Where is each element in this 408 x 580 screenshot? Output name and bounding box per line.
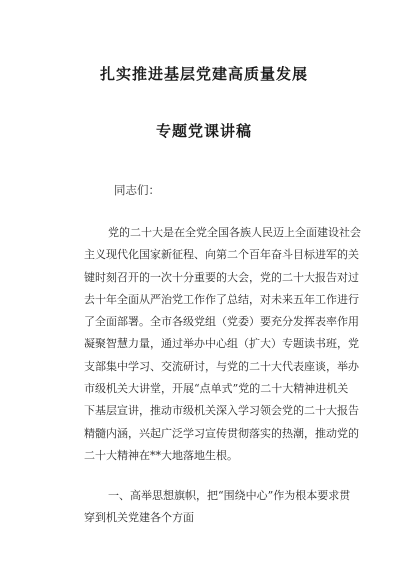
paragraph-line: 键时刻召开的一次十分重要的大会，党的二十大报告对过 [84,270,359,284]
document-title: 扎实推进基层党建高质量发展 [99,65,308,83]
paragraph-line: 一、高举思想旗帜，把“围绕中心”作为根本要求贯 [108,489,351,502]
paragraph-line: 去十年全面从严治党工作作了总结，对未来五年工作进行 [84,292,359,306]
paragraph-line: 支部集中学习、交流研讨，与党的二十大代表座谈，举办 [84,359,359,373]
paragraph-line: 主义现代化国家新征程、向第二个百年奋斗目标进军的关 [84,248,359,262]
paragraph-line: 二十大精神在**大地落地生根。 [84,448,238,462]
body-paragraph-1 [84,222,361,467]
salutation: 同志们： [114,183,160,197]
document-subtitle: 专题党课讲稿 [155,122,252,140]
paragraph-line: 下基层宣讲，推动市级机关深入学习领会党的二十大报告 [84,404,359,418]
paragraph-line: 市级机关大讲堂，开展“点单式”党的二十大精神进机关 [84,382,349,396]
paragraph-line: 党的二十大是在全党全国各族人民迈上全面建设社会 [108,226,361,239]
paragraph-line: 精髓内涵，兴起广泛学习宣传贯彻落实的热潮，推动党的 [84,426,359,440]
paragraph-line: 了全面部署。全市各级党组（党委）要充分发挥表率作用 [84,315,359,329]
paragraph-line: 凝聚智慧力量，通过举办中心组（扩大）专题读书班，党 [84,337,359,351]
paragraph-line: 穿到机关党建各个方面 [84,511,194,525]
section-heading-paragraph [84,485,351,530]
